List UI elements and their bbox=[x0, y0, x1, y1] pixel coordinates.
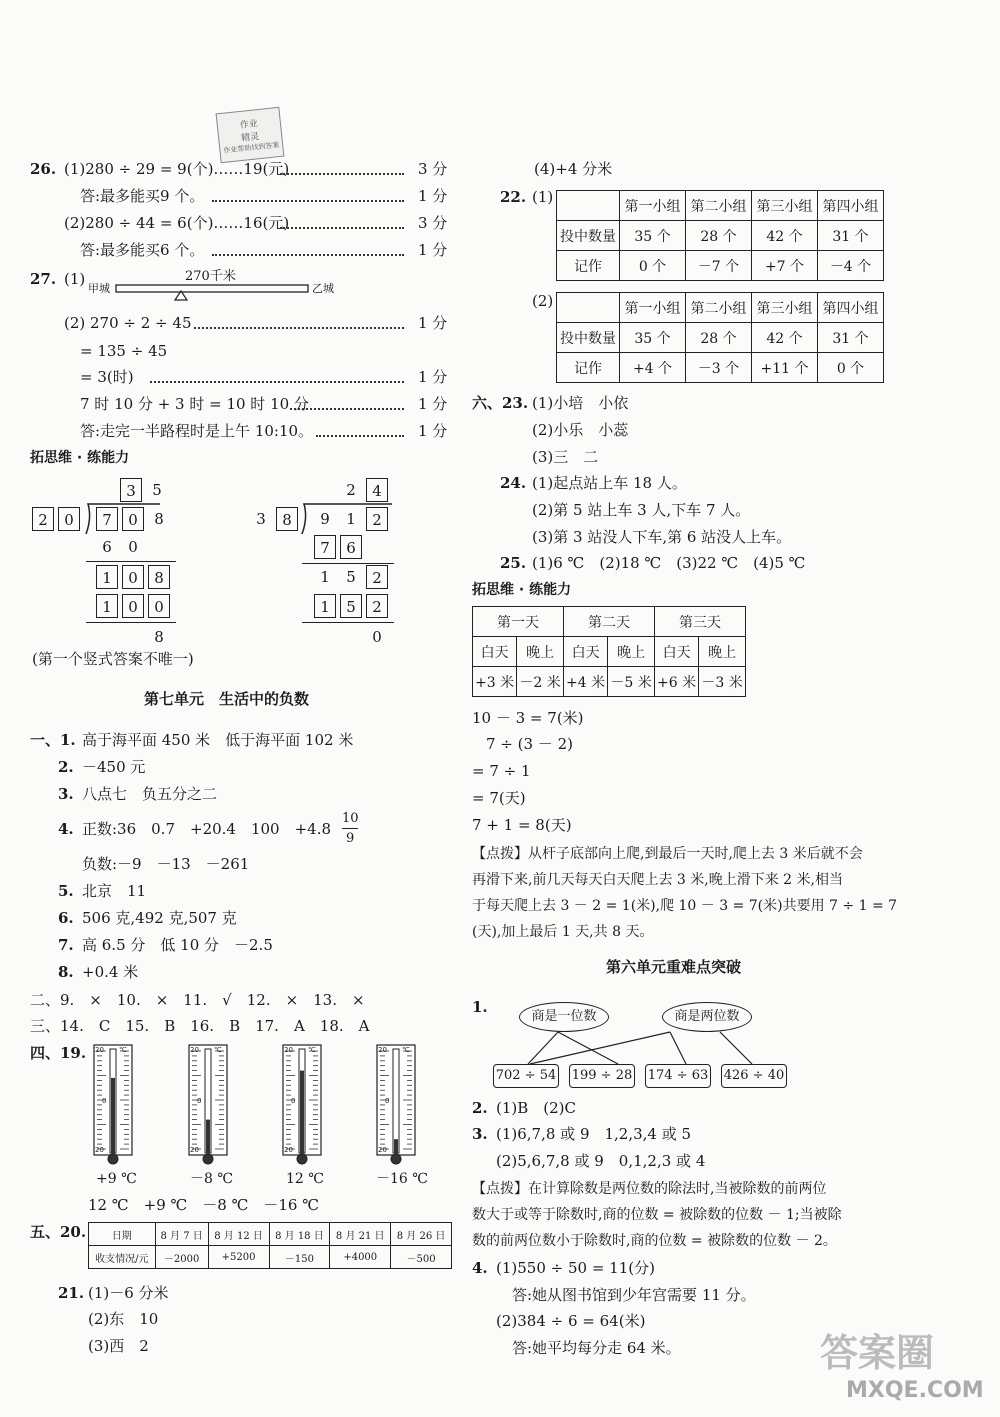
stamp bbox=[216, 107, 285, 163]
digit-box: 2 bbox=[366, 507, 388, 531]
thermometer bbox=[88, 1043, 138, 1167]
table-cell: －2000 bbox=[155, 1246, 208, 1269]
table-cell: +4 米 bbox=[563, 667, 607, 697]
group-table-1 bbox=[556, 190, 884, 281]
days-table bbox=[472, 606, 746, 697]
digit-box: 2 bbox=[366, 594, 388, 618]
calc-line: 7 ÷ (3 － 2) bbox=[486, 735, 573, 753]
table-header: 第二小组 bbox=[686, 293, 752, 323]
answer-text: 高 6.5 分 低 10 分 －2.5 bbox=[82, 936, 273, 954]
table-cell: －4 个 bbox=[818, 251, 884, 281]
thermometer-label: +9 ℃ bbox=[96, 1171, 137, 1187]
thermometer-scale-zero: 0 bbox=[197, 1097, 202, 1105]
thermometer-bulb bbox=[108, 1154, 118, 1164]
digit: 0 bbox=[128, 538, 138, 556]
expression-box: 174 ÷ 63 bbox=[645, 1064, 711, 1088]
item-number: 一、1. bbox=[30, 731, 76, 749]
thermometer-tube bbox=[393, 1049, 399, 1153]
item-number: 8. bbox=[58, 963, 74, 981]
table-header: 第三小组 bbox=[752, 191, 818, 221]
thermometer-scale-top: 20 bbox=[284, 1046, 293, 1054]
digit-box: 4 bbox=[366, 478, 388, 502]
q27-number: 27. bbox=[30, 270, 57, 288]
digit: 5 bbox=[152, 481, 162, 499]
income-table bbox=[88, 1222, 452, 1269]
thermometer bbox=[277, 1043, 327, 1167]
dot-leader bbox=[280, 227, 404, 229]
thermometer bbox=[371, 1043, 421, 1167]
table-cell: 35 个 bbox=[620, 323, 686, 353]
subtraction-line bbox=[86, 561, 176, 562]
digit-box: 3 bbox=[120, 478, 142, 502]
fraction-denominator: 9 bbox=[346, 831, 355, 846]
q27-line: = 135 ÷ 45 bbox=[80, 342, 168, 360]
table-cell: －3 米 bbox=[699, 667, 746, 697]
table-header: 第二天 bbox=[563, 607, 654, 637]
dot-leader bbox=[194, 327, 404, 329]
table-cell: +7 个 bbox=[752, 251, 818, 281]
table-cell: +4 个 bbox=[620, 353, 686, 383]
digit-box: 8 bbox=[276, 507, 298, 531]
answer-text: (1)－6 分米 bbox=[88, 1284, 169, 1302]
tip-text: 【点拨】在计算除数是两位数的除法时,当被除数的前两位 bbox=[472, 1181, 827, 1197]
table-header: 第四小组 bbox=[818, 293, 884, 323]
score: 3 分 bbox=[418, 214, 448, 232]
table-header: 第二小组 bbox=[686, 191, 752, 221]
table-cell: 31 个 bbox=[818, 323, 884, 353]
item-number: 22. bbox=[500, 188, 527, 206]
thermometer-scale-bottom: 20 bbox=[284, 1146, 293, 1154]
answer-text: (1)550 ÷ 50 = 11(分) bbox=[496, 1259, 655, 1277]
table-cell: 晚上 bbox=[608, 637, 655, 667]
item-number: 5. bbox=[58, 882, 74, 900]
temperature-order: 12 ℃ +9 ℃ －8 ℃ －16 ℃ bbox=[88, 1196, 320, 1214]
thermometer-mercury bbox=[300, 1071, 304, 1153]
thermometer-scale-unit: ℃ bbox=[214, 1046, 222, 1054]
thermometer-bulb bbox=[391, 1154, 401, 1164]
digit: 5 bbox=[346, 568, 356, 586]
section-heading: 拓思维 · 练能力 bbox=[30, 450, 130, 466]
table-cell: +5200 bbox=[208, 1246, 269, 1269]
expression-box: 702 ÷ 54 bbox=[493, 1064, 559, 1088]
oval-label: 商是一位数 bbox=[519, 1002, 609, 1032]
digit: 3 bbox=[256, 510, 266, 528]
dot-leader bbox=[212, 200, 404, 202]
stamp-line: 精灵 bbox=[240, 132, 260, 144]
digit-box: 5 bbox=[340, 594, 362, 618]
match-line bbox=[558, 1032, 618, 1064]
thermometer-mercury bbox=[111, 1078, 115, 1153]
thermometer-scale-unit: ℃ bbox=[119, 1046, 127, 1054]
answer-text: (3)三 二 bbox=[532, 448, 599, 466]
thermometer-label: 12 ℃ bbox=[286, 1171, 324, 1187]
table-cell: 投中数量 bbox=[557, 221, 620, 251]
item-number: 25. bbox=[500, 554, 527, 572]
subtraction-line bbox=[302, 622, 394, 623]
division-note: (第一个竖式答案不唯一) bbox=[32, 650, 194, 668]
dot-leader bbox=[290, 408, 404, 410]
tip-text: 于每天爬上去 3 － 2 = 1(米),爬 10 － 3 = 7(米)共要用 7 ÷ 1 = 7 bbox=[472, 898, 898, 914]
table-cell: 0 个 bbox=[620, 251, 686, 281]
answer-text: +0.4 米 bbox=[82, 963, 139, 981]
thermometer bbox=[183, 1043, 233, 1167]
score: 1 分 bbox=[418, 395, 448, 413]
group-table-2 bbox=[556, 292, 884, 383]
match-line bbox=[530, 1032, 670, 1064]
thermometer-scale-bottom: 20 bbox=[378, 1146, 387, 1154]
matching-lines bbox=[490, 1000, 810, 1070]
answer-text: (3)第 3 站没人下车,第 6 站没人上车。 bbox=[532, 528, 792, 546]
answer-text: 答:她从图书馆到少年宫需要 11 分。 bbox=[512, 1286, 756, 1304]
expression-box: 199 ÷ 28 bbox=[569, 1064, 635, 1088]
digit: 9 bbox=[320, 510, 330, 528]
city-left-label: 甲城 bbox=[88, 282, 110, 295]
answer-text: 高于海平面 450 米 低于海平面 102 米 bbox=[82, 731, 354, 749]
thermometer-scale-unit: ℃ bbox=[308, 1046, 316, 1054]
answer-text: (3)西 2 bbox=[88, 1337, 149, 1355]
item-number: 2. bbox=[58, 758, 74, 776]
digit: 1 bbox=[320, 568, 330, 586]
digit: 0 bbox=[372, 628, 382, 646]
answer-text: 负数:－9 －13 －261 bbox=[82, 855, 250, 873]
table-cell: －150 bbox=[269, 1246, 330, 1269]
item-number: 4. bbox=[58, 820, 74, 838]
thermometer-scale-bottom: 20 bbox=[190, 1146, 199, 1154]
table-header: 8 月 18 日 bbox=[269, 1223, 330, 1246]
q27-line: 答:走完一半路程时是上午 10:10。 bbox=[80, 422, 314, 440]
table-cell: 28 个 bbox=[686, 323, 752, 353]
part-label: (2) bbox=[532, 292, 554, 310]
subtraction-line bbox=[86, 622, 176, 623]
unit-title: 第七单元 生活中的负数 bbox=[144, 690, 310, 708]
digit: 1 bbox=[346, 510, 356, 528]
table-cell: －7 个 bbox=[686, 251, 752, 281]
table-cell: 42 个 bbox=[752, 323, 818, 353]
answer-text: 正数:36 0.7 +20.4 100 +4.8 bbox=[82, 820, 332, 838]
item-number: 1. bbox=[472, 998, 488, 1016]
answer-text: (1)6 ℃ (2)18 ℃ (3)22 ℃ (4)5 ℃ bbox=[532, 554, 806, 572]
table-header: 8 月 21 日 bbox=[330, 1223, 391, 1246]
table-cell: －500 bbox=[391, 1246, 452, 1269]
thermometer-scale-unit: ℃ bbox=[402, 1046, 410, 1054]
thermometer-mercury bbox=[206, 1120, 210, 1153]
answer-text: (2)东 10 bbox=[88, 1310, 159, 1328]
answer-text: (1)6,7,8 或 9 1,2,3,4 或 5 bbox=[496, 1125, 692, 1143]
item-number: 四、19. bbox=[30, 1044, 87, 1062]
answer-text: 八点七 负五分之二 bbox=[82, 785, 218, 803]
table-cell: 35 个 bbox=[620, 221, 686, 251]
table-cell: 白天 bbox=[563, 637, 607, 667]
digit-box: 0 bbox=[122, 594, 144, 618]
table-cell: －5 米 bbox=[608, 667, 655, 697]
thermometer-label: －8 ℃ bbox=[190, 1171, 234, 1187]
table-cell: 31 个 bbox=[818, 221, 884, 251]
item-number: 3. bbox=[58, 785, 74, 803]
table-header: 第三小组 bbox=[752, 293, 818, 323]
digit-box: 1 bbox=[314, 594, 336, 618]
table-cell: －2 米 bbox=[517, 667, 564, 697]
digit-box: 2 bbox=[366, 565, 388, 589]
digit-box: 8 bbox=[148, 565, 170, 589]
item-number: 六、23. bbox=[472, 394, 529, 412]
section-2-answers: 二、9. × 10. × 11. √ 12. × 13. × bbox=[30, 991, 365, 1009]
table-cell: 投中数量 bbox=[557, 323, 620, 353]
q27-line: = 3(时) bbox=[80, 368, 134, 386]
table-header bbox=[557, 293, 620, 323]
answer-text: 北京 11 bbox=[82, 882, 147, 900]
table-header: 第一小组 bbox=[620, 191, 686, 221]
item-number: 4. bbox=[472, 1259, 488, 1277]
digit: 8 bbox=[154, 510, 164, 528]
q26-line: (2)280 ÷ 44 = 6(个)……16(元) bbox=[64, 214, 290, 232]
subtraction-line bbox=[302, 563, 394, 564]
table-cell: 白天 bbox=[654, 637, 698, 667]
digit: 2 bbox=[346, 481, 356, 499]
q26-number: 26. bbox=[30, 160, 57, 178]
digit: 8 bbox=[154, 628, 164, 646]
answer-text: (4)+4 分米 bbox=[534, 160, 613, 178]
expression-box: 426 ÷ 40 bbox=[721, 1064, 787, 1088]
calc-line: 10 － 3 = 7(米) bbox=[472, 709, 584, 727]
tip-text: 【点拨】从杆子底部向上爬,到最后一天时,爬上去 3 米后就不会 bbox=[472, 846, 863, 862]
route-diagram bbox=[115, 282, 310, 302]
thermometer-scale-top: 20 bbox=[95, 1046, 104, 1054]
thermometer-scale-bottom: 20 bbox=[95, 1146, 104, 1154]
digit-box: 1 bbox=[96, 594, 118, 618]
digit-box: 1 bbox=[96, 565, 118, 589]
answer-text: (1)起点站上车 18 人。 bbox=[532, 474, 687, 492]
item-number: 五、20. bbox=[30, 1223, 87, 1241]
digit-box: 6 bbox=[340, 535, 362, 559]
part-label: (1) bbox=[532, 188, 554, 206]
table-cell: 42 个 bbox=[752, 221, 818, 251]
section-heading: 拓思维 · 练能力 bbox=[472, 582, 572, 598]
answer-text: (2)第 5 站上车 3 人,下车 7 人。 bbox=[532, 501, 751, 519]
answer-text: (1)B (2)C bbox=[496, 1099, 576, 1117]
item-number: 3. bbox=[472, 1125, 488, 1143]
score: 1 分 bbox=[418, 422, 448, 440]
thermometer-scale-top: 20 bbox=[378, 1046, 387, 1054]
thermometer-scale-zero: 0 bbox=[291, 1097, 296, 1105]
digit-box: 0 bbox=[122, 507, 144, 531]
table-header: 8 月 12 日 bbox=[208, 1223, 269, 1246]
oval-label: 商是两位数 bbox=[662, 1002, 752, 1032]
thermometer-mercury bbox=[394, 1139, 398, 1153]
answer-text: (1)小培 小依 bbox=[532, 394, 629, 412]
thermometer-bulb bbox=[297, 1154, 307, 1164]
q26-line: 答:最多能买6 个。 bbox=[80, 241, 205, 259]
stamp-line: 作业 bbox=[239, 119, 259, 131]
tip-text: 数大于或等于除数时,商的位数 = 被除数的位数 － 1;当被除 bbox=[472, 1207, 842, 1223]
route-bar bbox=[116, 285, 308, 292]
calc-line: 7 + 1 = 8(天) bbox=[472, 816, 572, 834]
table-header: 8 月 26 日 bbox=[391, 1223, 452, 1246]
answer-text: (2)小乐 小蕊 bbox=[532, 421, 629, 439]
score: 1 分 bbox=[418, 187, 448, 205]
q26-line: 答:最多能买9 个。 bbox=[80, 187, 205, 205]
score: 3 分 bbox=[418, 160, 448, 178]
watermark-url: MXQE.COM bbox=[846, 1378, 984, 1403]
digit-box: 0 bbox=[122, 565, 144, 589]
thermometer-bulb bbox=[203, 1154, 213, 1164]
answer-text: (2)5,6,7,8 或 9 0,1,2,3 或 4 bbox=[496, 1152, 706, 1170]
dot-leader bbox=[280, 173, 404, 175]
table-cell: +4000 bbox=[330, 1246, 391, 1269]
q27-line: (2) 270 ÷ 2 ÷ 45 bbox=[64, 314, 192, 332]
table-header: 日期 bbox=[89, 1223, 156, 1246]
q27-line: 7 时 10 分 + 3 时 = 10 时 10 分 bbox=[80, 395, 309, 413]
answer-text: －450 元 bbox=[82, 758, 146, 776]
item-number: 24. bbox=[500, 474, 527, 492]
table-cell: 晚上 bbox=[699, 637, 746, 667]
table-cell: 晚上 bbox=[517, 637, 564, 667]
tip-text: 再滑下来,前几天每天白天爬上去 3 米,晚上滑下来 2 米,相当 bbox=[472, 872, 843, 888]
table-header: 8 月 7 日 bbox=[155, 1223, 208, 1246]
watermark-brand: 答案圈 bbox=[820, 1331, 935, 1375]
item-number: 2. bbox=[472, 1099, 488, 1117]
table-cell: +6 米 bbox=[654, 667, 698, 697]
stamp-line: 作业帮助找到答案 bbox=[223, 141, 280, 155]
table-cell: +11 个 bbox=[752, 353, 818, 383]
table-cell: 记作 bbox=[557, 353, 620, 383]
answer-text: 答:她平均每分走 64 米。 bbox=[512, 1339, 681, 1357]
calc-line: = 7 ÷ 1 bbox=[472, 762, 531, 780]
dot-leader bbox=[150, 381, 404, 383]
score: 1 分 bbox=[418, 368, 448, 386]
unit-title: 第六单元重难点突破 bbox=[606, 958, 742, 976]
digit: 6 bbox=[102, 538, 112, 556]
table-header: 第一天 bbox=[473, 607, 564, 637]
fraction-numerator: 10 bbox=[342, 811, 359, 826]
item-number: 6. bbox=[58, 909, 74, 927]
score: 1 分 bbox=[418, 314, 448, 332]
thermometer-scale-zero: 0 bbox=[102, 1097, 107, 1105]
table-header: 第一小组 bbox=[620, 293, 686, 323]
dot-leader bbox=[316, 435, 404, 437]
table-cell: 记作 bbox=[557, 251, 620, 281]
digit-box: 7 bbox=[314, 535, 336, 559]
table-cell: +3 米 bbox=[473, 667, 517, 697]
distance-label: 270千米 bbox=[185, 269, 236, 284]
table-header: 第三天 bbox=[654, 607, 745, 637]
thermometer-label: －16 ℃ bbox=[376, 1171, 428, 1187]
answer-text: (2)384 ÷ 6 = 64(米) bbox=[496, 1312, 646, 1330]
dot-leader bbox=[212, 254, 404, 256]
digit-box: 0 bbox=[58, 507, 80, 531]
section-3-answers: 三、14. C 15. B 16. B 17. A 18. A bbox=[30, 1017, 370, 1035]
item-number: 7. bbox=[58, 936, 74, 954]
match-line bbox=[720, 1032, 752, 1064]
digit-box: 0 bbox=[148, 594, 170, 618]
table-cell: 0 个 bbox=[818, 353, 884, 383]
thermometer-scale-zero: 0 bbox=[385, 1097, 390, 1105]
table-header: 第四小组 bbox=[818, 191, 884, 221]
thermometer-scale-top: 20 bbox=[190, 1046, 199, 1054]
digit-box: 7 bbox=[96, 507, 118, 531]
q26-line: (1)280 ÷ 29 = 9(个)……19(元) bbox=[64, 160, 290, 178]
table-cell: 28 个 bbox=[686, 221, 752, 251]
item-number: 21. bbox=[58, 1284, 85, 1302]
answer-text: 506 克,492 克,507 克 bbox=[82, 909, 237, 927]
table-cell: 收支情况/元 bbox=[89, 1246, 156, 1269]
table-cell: 白天 bbox=[473, 637, 517, 667]
tip-text: (天),加上最后 1 天,共 8 天。 bbox=[472, 924, 654, 940]
table-header bbox=[557, 191, 620, 221]
score: 1 分 bbox=[418, 241, 448, 259]
fraction-bar bbox=[342, 828, 358, 829]
city-right-label: 乙城 bbox=[312, 282, 334, 295]
table-cell: －3 个 bbox=[686, 353, 752, 383]
tip-text: 数的前两位数小于除数时,商的位数 = 被除数的位数 － 2。 bbox=[472, 1233, 837, 1249]
q27-part1: (1) bbox=[64, 270, 86, 288]
calc-line: = 7(天) bbox=[472, 789, 526, 807]
digit-box: 2 bbox=[32, 507, 54, 531]
match-line bbox=[670, 1032, 686, 1064]
